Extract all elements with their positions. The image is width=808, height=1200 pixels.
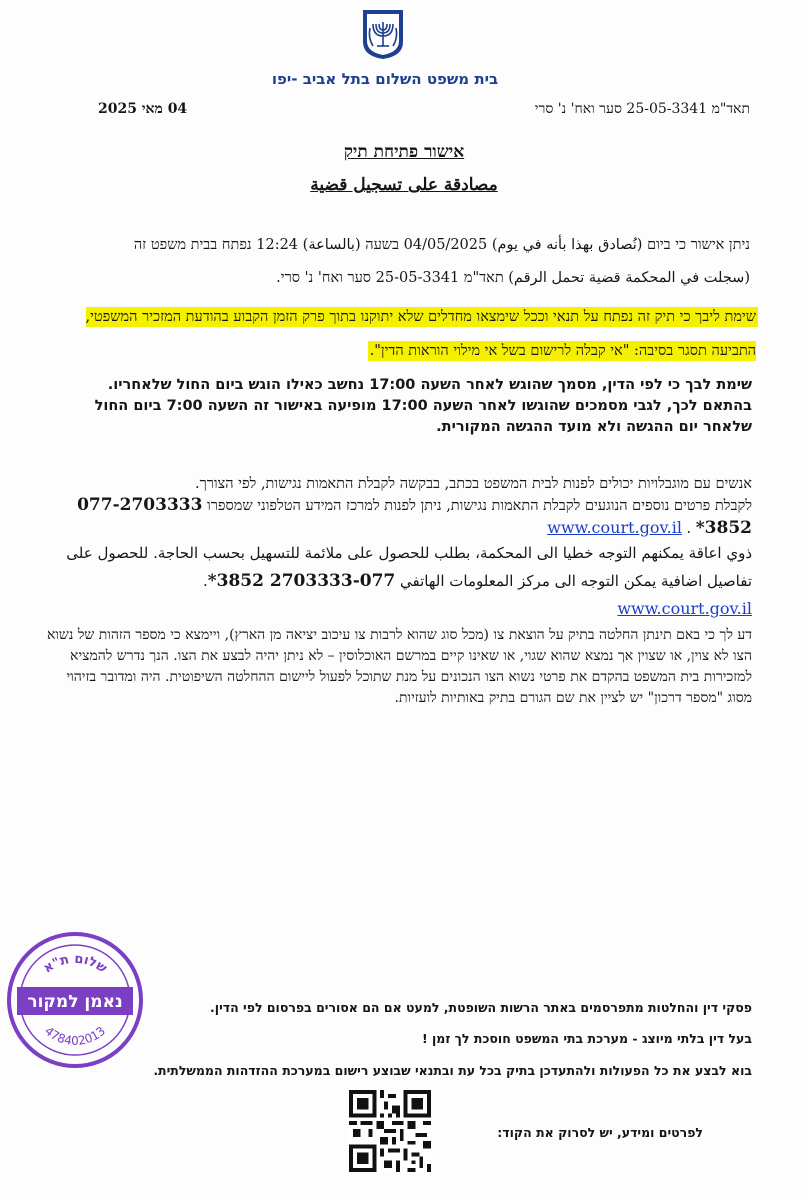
stamp-main-text: נאמן למקור: [27, 992, 123, 1012]
court-name: בית משפט השלום בתל אביב -יפו: [271, 70, 499, 88]
gov-identity-notice: בוא לבצע את כל הפעולות ולהתעדכן בתיק בכל עת ובתנאי שבוצע רישום במערכת ההזדהות הממשלתית.: [153, 1063, 752, 1078]
certified-copy-stamp: [5, 930, 145, 1070]
qr-code[interactable]: [349, 1090, 431, 1172]
travel-order-notice: דע לך כי באם תינתן החלטה בתיק על הוצאת צו (מכל סוג שהוא לרבות צו עיכוב יציאה מן הארץ), ויימצא כי מספר הזהות של נשוא הצו לא צוין, או שצוין אך נמצא שהוא שגוי, או שאינו קיים במרשם האוכלוסין – לא ניתן יהיה לבצע את הצו. הנך נדרש להמציא למזכירות בית המשפט בהקדם את פרטי נשוא הצו הנכונים על מנת שתוכל לפעול ליישום ההחלטה השיפוטית. היה ומדובר בזיהוי מסוג "מספר דרכון" יש לציין את שם הגורם בתיק באותיות לועזיות.: [46, 627, 752, 706]
court-website-link[interactable]: www.court.gov.il: [547, 518, 682, 537]
stamp-top-text: שלום ת"א: [40, 951, 110, 977]
opening-line-2: (سجلت في المحكمة قضية تحمل الرقم) תאד"מ 25-05-3341 סער ואח' נ' סרי.: [276, 270, 750, 286]
page-title-arabic: مصادقة على تسجيل قضية: [310, 175, 498, 195]
unrepresented-notice: בעל דין בלתי מיוצג - מערכת בתי המשפט חוסכת לך זמן !: [421, 1031, 752, 1046]
filing-time-para-1: שימת לבך כי לפי הדין, מסמך שהוגש לאחר השעה 17:00 נחשב כאילו הוגש ביום החול שלאחריו.: [107, 377, 752, 393]
filing-time-para-2: בהתאם לכך, לגבי מסמכים שהוגשו לאחר השעה 17:00 מופיעה באישור זה השעה 7:00 ביום החול שלאחר יום ההגשה ולא מועד ההגשה המקורית.: [94, 398, 752, 435]
svg-text:שלום ת"א: [41, 952, 110, 977]
accessibility-line-1: אנשים עם מוגבלויות יכולים לפנות לבית המשפט בכתב, בבקשה לקבלת התאמות נגישות, לפי הצורך.: [195, 476, 752, 492]
stamp-number: 478402013: [41, 1023, 109, 1048]
svg-text:478402013: [42, 1024, 108, 1048]
opening-line-1: ניתן אישור כי ביום (نُصادق بهذا بأنه في يوم) 04/05/2025 בשעה (بالساعة) 12:24 נפתח בבית משפט זה: [133, 237, 750, 253]
state-emblem-icon: [361, 8, 405, 60]
court-website-link-arabic[interactable]: www.court.gov.il: [617, 599, 752, 618]
page-title: אישור פתיחת תיק: [343, 142, 465, 162]
accessibility-line-2: לקבלת פרטים נוספים הנוגעים לקבלת התאמות נגישות, ניתן לפנות למרכז המידע הטלפוני שמספרו: [207, 498, 752, 514]
accessibility-notice-arabic: ذوي اعاقة يمكنهم التوجه خطيا الى المحكمة، بطلب للحصول على ملائمة للتسهيل بحسب الحاجة. للحصول على تفاصيل اضافية يمكن التوجه الى مركز المعلومات الهاتفي 077-2703333 3852*. www.court.gov.il: [66, 544, 752, 618]
accessibility-notice: אנשים עם מוגבלויות יכולים לפנות לבית המשפט בכתב, בבקשה לקבלת התאמות נגישות, לפי הצורך. לקבלת פרטים נוספים הנוגעים לקבלת התאמות נגישות, ניתן לפנות למרכז המידע הטלפוני שמספרו 077-2703333 3852* . www.court.gov.il: [44, 474, 752, 540]
phone-number: 077-2703333 3852*: [77, 495, 752, 538]
opening-statement: [50, 229, 750, 295]
qr-instruction: לפרטים ומידע, יש לסרוק את הקוד:: [497, 1125, 703, 1140]
arabic-access-text: ذوي اعاقة يمكنهم التوجه خطيا الى المحكمة، بطلب للحصول على ملائمة للتسهيل بحسب الحاجة. للحصول على تفاصيل اضافية يمكن التوجه الى مركز المعلومات الهاتفي: [66, 544, 752, 590]
conditional-opening-notice: [42, 300, 756, 368]
phone-number-arabic: 077-2703333 3852*: [207, 571, 396, 591]
filing-time-notice: [44, 375, 752, 438]
case-reference: תאד"מ 25-05-3341 סער ואח' נ' סרי: [534, 101, 750, 117]
publication-notice: פסקי דין והחלטות מתפרסמים באתר הרשות השופטת, למעט אם הם אסורים בפרסום לפי הדין.: [210, 1000, 752, 1015]
document-date: 04 מאי 2025: [98, 101, 188, 117]
highlighted-text: שימת ליבך כי תיק זה נפתח על תנאי וככל שימצאו מחדלים שלא יתוקנו בתוך פרק הזמן הקבוע בהודעת המזכיר המשפטי, התביעה תסגר בסיבה: "אי קבלה לרישום בשל אי מילוי הוראות הדין".: [85, 309, 756, 359]
